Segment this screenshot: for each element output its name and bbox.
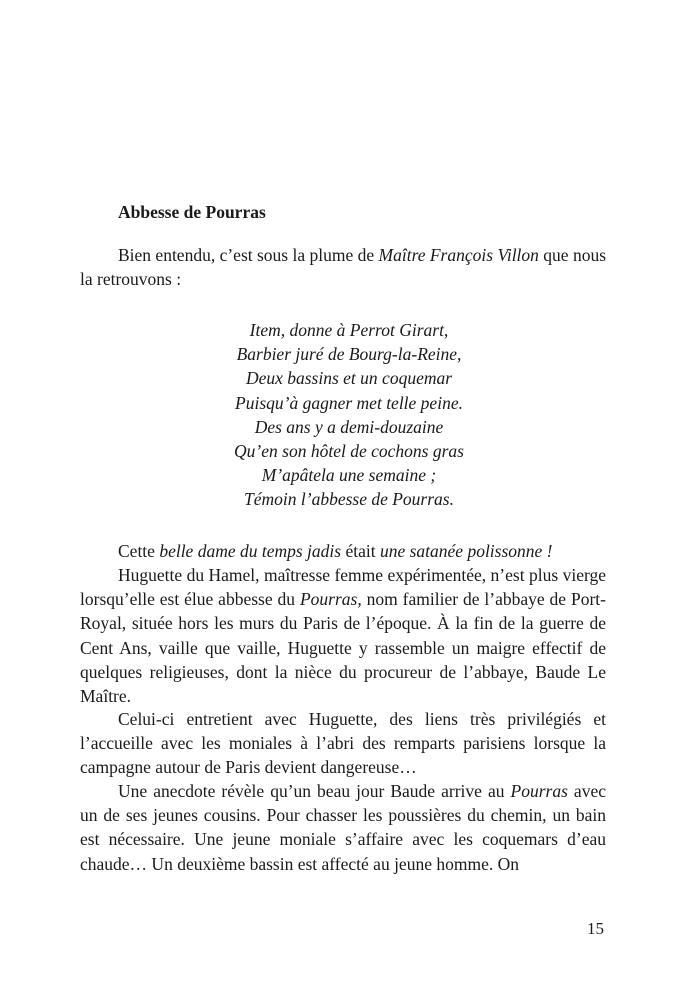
paragraph-5 xyxy=(80,779,606,876)
intro-text-post: que nous la retrouvons : xyxy=(80,245,607,290)
intro-text-pre: Bien entendu, c’est sous la plume de xyxy=(118,245,379,265)
intro-author: Maître François Villon xyxy=(378,245,539,265)
paragraph-3 xyxy=(80,563,606,708)
p5-text-c: avec un de ses jeunes cousins. Pour chasser les poussières du chemin, un bain est nécessaire. Une jeune moniale s’affaire avec les coquemars d’eau chaude… Un deuxième bassin est affecté au jeune homme. On xyxy=(80,781,606,874)
p2-text-c: était xyxy=(341,541,380,561)
intro-paragraph xyxy=(80,243,606,291)
verse-line: Puisqu’à gagner met telle peine. xyxy=(235,392,463,413)
p2-italic-b: belle dame du temps jadis xyxy=(159,541,342,561)
p3-text-a: Huguette du Hamel, maîtresse femme expérimentée, n’est plus vierge lorsqu’elle est élue abbesse du xyxy=(80,565,606,610)
p3-italic-b: Pourras, xyxy=(299,589,362,610)
p5-text-a: Une anecdote révèle qu’un beau jour Baude arrive au xyxy=(118,781,511,801)
paragraph-4: Celui-ci entretient avec Huguette, des liens très privilégiés et l’accueille avec les moniales à l’abri des remparts parisiens lorsque la campagne autour de Paris devient dangereuse… xyxy=(80,709,606,778)
p2-italic-d: une satanée polissonne ! xyxy=(379,541,553,561)
verse-line: Témoin l’abbesse de Pourras. xyxy=(244,489,454,510)
verse-line: Item, donne à Perrot Girart, xyxy=(249,320,449,340)
section-heading: Abbesse de Pourras xyxy=(118,202,266,222)
verse-line: Des ans y a demi-douzaine xyxy=(254,416,444,437)
verse-line: Deux bassins et un coquemar xyxy=(245,368,453,389)
page-number: 15 xyxy=(587,919,604,938)
paragraph-2 xyxy=(80,539,606,563)
verse-line: Qu’en son hôtel de cochons gras xyxy=(234,441,464,462)
p3-text-c: nom familier de l’abbaye de Port-Royal, située hors les murs du Paris de l’époque. À la fin de la guerre de Cent Ans, vaille que vaille, Huguette y rassemble un maigre effectif de quelques religieuses, dont la nièce du procureur de l’abbaye, Baude Le Maître. xyxy=(80,589,606,707)
verse-line: M’apâtela une semaine ; xyxy=(261,465,437,486)
p5-italic-b: Pourras xyxy=(510,781,568,801)
verse-block xyxy=(80,318,618,512)
verse-line: Barbier juré de Bourg-la-Reine, xyxy=(236,344,462,365)
p2-text-a: Cette xyxy=(118,541,160,561)
